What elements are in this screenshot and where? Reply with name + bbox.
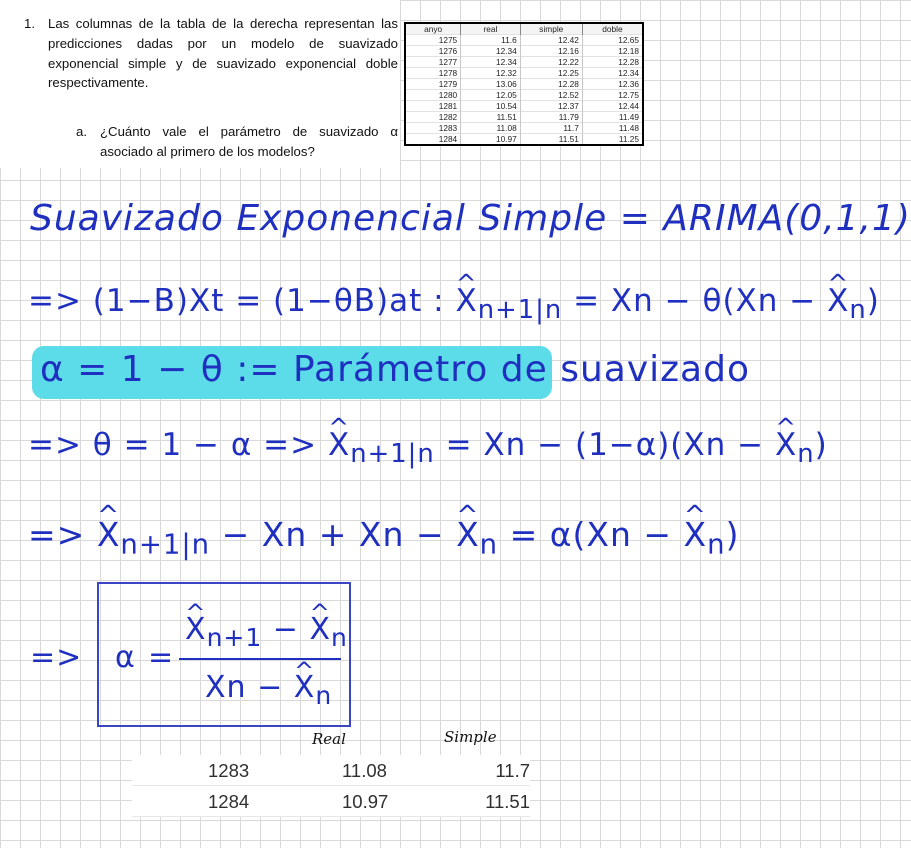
- table-cell: 12.34: [461, 57, 521, 68]
- table-cell: 13.06: [461, 79, 521, 90]
- table-cell: 12.65: [582, 35, 643, 46]
- fraction-bar: [179, 658, 341, 660]
- snippet-cell: 1284: [208, 791, 250, 812]
- table-cell: 12.44: [582, 101, 643, 112]
- table-cell: 12.52: [520, 90, 582, 101]
- snippet-cell: 11.7: [495, 760, 530, 781]
- snippet-cell: 11.51: [485, 791, 530, 812]
- subquestion-text: ¿Cuánto vale el parámetro de suavizado α asociado al primero de los modelos?: [100, 124, 398, 159]
- equation-right: = Xn − (1−α)(Xn −: [445, 427, 775, 463]
- equation-left: =>: [28, 515, 86, 554]
- equation-left: => θ = 1 − α =>: [28, 427, 318, 463]
- table-cell: 1282: [405, 112, 461, 123]
- table-cell: 1276: [405, 46, 461, 57]
- forecast-symbol: ^ X: [185, 612, 207, 647]
- equals-sign: =: [148, 640, 175, 675]
- forecast-symbol: ^ X: [294, 670, 316, 705]
- forecast-symbol: ^ X: [455, 283, 477, 319]
- table-cell: 11.08: [461, 123, 521, 134]
- forecast-subscript: n+1: [206, 623, 263, 652]
- equation-end: ): [814, 427, 828, 463]
- table-cell: 12.75: [582, 90, 643, 101]
- snippet-cell: 11.08: [342, 760, 387, 781]
- table-cell: 12.37: [520, 101, 582, 112]
- label-simple: Simple: [444, 728, 497, 746]
- equation-middle: − Xn + Xn −: [221, 515, 445, 554]
- table-cell: 1275: [405, 35, 461, 46]
- problem-text: Las columnas de la tabla de la derecha representan las predicciones dadas por un modelo de suavizado exponencial simple y de suavizado exponencial doble respectivamente.: [48, 16, 398, 91]
- table-cell: 12.28: [582, 57, 643, 68]
- column-header: doble: [582, 23, 643, 35]
- table-row: [405, 68, 643, 79]
- forecast-subscript: n: [707, 528, 726, 561]
- table-row: [405, 90, 643, 101]
- handwritten-model-equation: [28, 283, 880, 325]
- table-cell: 12.22: [520, 57, 582, 68]
- table-cell: 10.54: [461, 101, 521, 112]
- table-cell: 11.7: [520, 123, 582, 134]
- handwritten-theta-equation: [28, 427, 828, 469]
- handwritten-rearranged-equation: [28, 515, 739, 561]
- forecast-subscript: n+1|n: [477, 295, 563, 326]
- table-cell: 11.48: [582, 123, 643, 134]
- table-cell: 12.42: [520, 35, 582, 46]
- table-cell: 11.79: [520, 112, 582, 123]
- forecast-symbol: ^ X: [309, 612, 331, 647]
- forecast-subscript: n: [315, 681, 333, 710]
- problem-number: 1.: [24, 16, 35, 31]
- table-cell: 11.25: [582, 134, 643, 146]
- table-cell: 11.6: [461, 35, 521, 46]
- table-body: [405, 35, 643, 146]
- label-real: Real: [312, 730, 346, 748]
- forecast-subscript: n: [849, 295, 867, 326]
- equation-left: => (1−B)Xt = (1−θB)at :: [28, 283, 445, 319]
- snippet-cell: 1283: [208, 760, 250, 781]
- equation-end: ): [866, 283, 880, 319]
- table-cell: 12.28: [520, 79, 582, 90]
- handwritten-parameter-definition: α = 1 − θ := Parámetro de suavizado: [40, 349, 750, 390]
- snippet-cell: 10.97: [342, 791, 389, 812]
- table-cell: 11.49: [582, 112, 643, 123]
- table-row: [405, 112, 643, 123]
- forecast-symbol: ^ X: [328, 427, 350, 463]
- forecast-subscript: n: [479, 528, 499, 561]
- forecast-symbol: ^ X: [97, 515, 121, 554]
- table-cell: 1283: [405, 123, 461, 134]
- column-header: real: [461, 23, 521, 35]
- subquestion-letter: a.: [76, 124, 87, 139]
- handwritten-title: Suavizado Exponencial Simple = ARIMA(0,1,1): [30, 198, 911, 239]
- fraction-denominator: [205, 670, 332, 710]
- forecast-symbol: ^ X: [456, 515, 480, 554]
- forecast-table: [404, 22, 644, 146]
- table-cell: 12.18: [582, 46, 643, 57]
- implies-arrow: =>: [30, 640, 83, 675]
- snippet-row: [132, 786, 530, 817]
- forecast-symbol: ^ X: [827, 283, 849, 319]
- table-cell: 1284: [405, 134, 461, 146]
- minus-sign: −: [262, 612, 310, 647]
- equation-right: = Xn − θ(Xn −: [573, 283, 828, 319]
- table-cell: 1277: [405, 57, 461, 68]
- column-header: anyo: [405, 23, 461, 35]
- table-snippet: [132, 755, 530, 817]
- table-header-row: [405, 23, 643, 35]
- table-cell: 12.16: [520, 46, 582, 57]
- forecast-subscript: n+1|n: [120, 528, 211, 561]
- table-cell: 1279: [405, 79, 461, 90]
- table-row: [405, 35, 643, 46]
- table-cell: 10.97: [461, 134, 521, 146]
- forecast-subscript: n: [797, 439, 815, 470]
- table-cell: 12.34: [582, 68, 643, 79]
- fraction-numerator: [185, 612, 348, 652]
- table-cell: 1280: [405, 90, 461, 101]
- table-row: [405, 123, 643, 134]
- table-cell: 12.25: [520, 68, 582, 79]
- table-row: [405, 134, 643, 146]
- problem-statement: [0, 0, 400, 168]
- equation-end: ): [725, 515, 740, 554]
- column-header: simple: [520, 23, 582, 35]
- table-row: [405, 101, 643, 112]
- table-cell: 12.36: [582, 79, 643, 90]
- forecast-subscript: n: [331, 623, 348, 652]
- table-row: [405, 79, 643, 90]
- forecast-symbol: ^ X: [775, 427, 797, 463]
- table-cell: 12.05: [461, 90, 521, 101]
- table-cell: 11.51: [461, 112, 521, 123]
- forecast-symbol: ^ X: [684, 515, 708, 554]
- table-cell: 1278: [405, 68, 461, 79]
- equation-right: = α(Xn −: [509, 515, 684, 554]
- table-cell: 12.32: [461, 68, 521, 79]
- denominator-left: Xn −: [205, 670, 294, 705]
- table-cell: 11.51: [520, 134, 582, 146]
- alpha-symbol: α: [115, 640, 136, 675]
- table-row: [405, 57, 643, 68]
- table-cell: 1281: [405, 101, 461, 112]
- snippet-row: [132, 755, 530, 786]
- table-cell: 12.34: [461, 46, 521, 57]
- boxed-alpha-formula: [97, 582, 351, 727]
- forecast-subscript: n+1|n: [350, 439, 435, 470]
- table-row: [405, 46, 643, 57]
